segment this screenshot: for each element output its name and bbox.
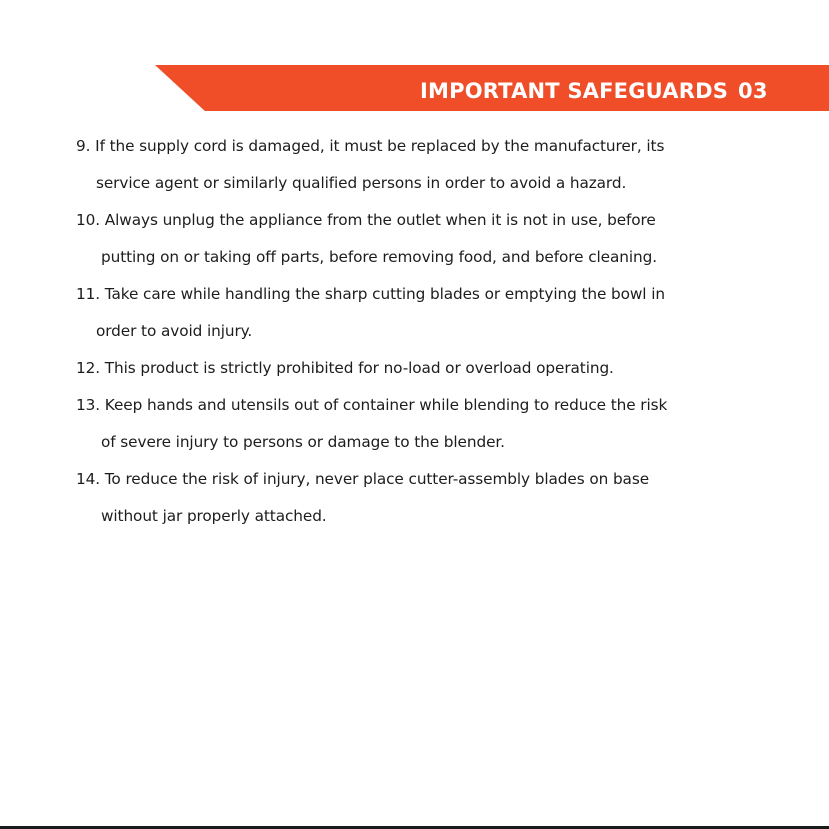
safeguard-line: 11. Take care while handling the sharp cutting blades or emptying the bowl in [76,285,665,303]
safeguard-line: order to avoid injury. [96,322,253,340]
page-title: IMPORTANT SAFEGUARDS [420,79,729,103]
page-header [420,65,768,111]
safeguard-line: service agent or similarly qualified persons in order to avoid a hazard. [96,174,627,192]
safeguard-line: of severe injury to persons or damage to the blender. [101,433,505,451]
safeguard-item-13 [76,390,776,464]
safeguard-item-9 [76,131,776,205]
safeguard-line: 9. If the supply cord is damaged, it must be replaced by the manufacturer, its [76,137,665,155]
safeguard-line: without jar properly attached. [101,507,327,525]
safeguard-line: 14. To reduce the risk of injury, never place cutter-assembly blades on base [76,470,650,488]
safeguard-line: 10. Always unplug the appliance from the outlet when it is not in use, before [76,211,656,229]
safeguard-line: 13. Keep hands and utensils out of container while blending to reduce the risk [76,396,668,414]
safeguard-item-12 [76,353,776,390]
safeguard-line: putting on or taking off parts, before removing food, and before cleaning. [101,248,657,266]
safeguard-line: 12. This product is strictly prohibited for no-load or overload operating. [76,359,614,377]
safeguard-item-14 [76,464,776,538]
safeguard-item-10 [76,205,776,279]
safeguards-list [76,131,776,538]
safeguard-item-11 [76,279,776,353]
page-number: 03 [738,79,768,103]
